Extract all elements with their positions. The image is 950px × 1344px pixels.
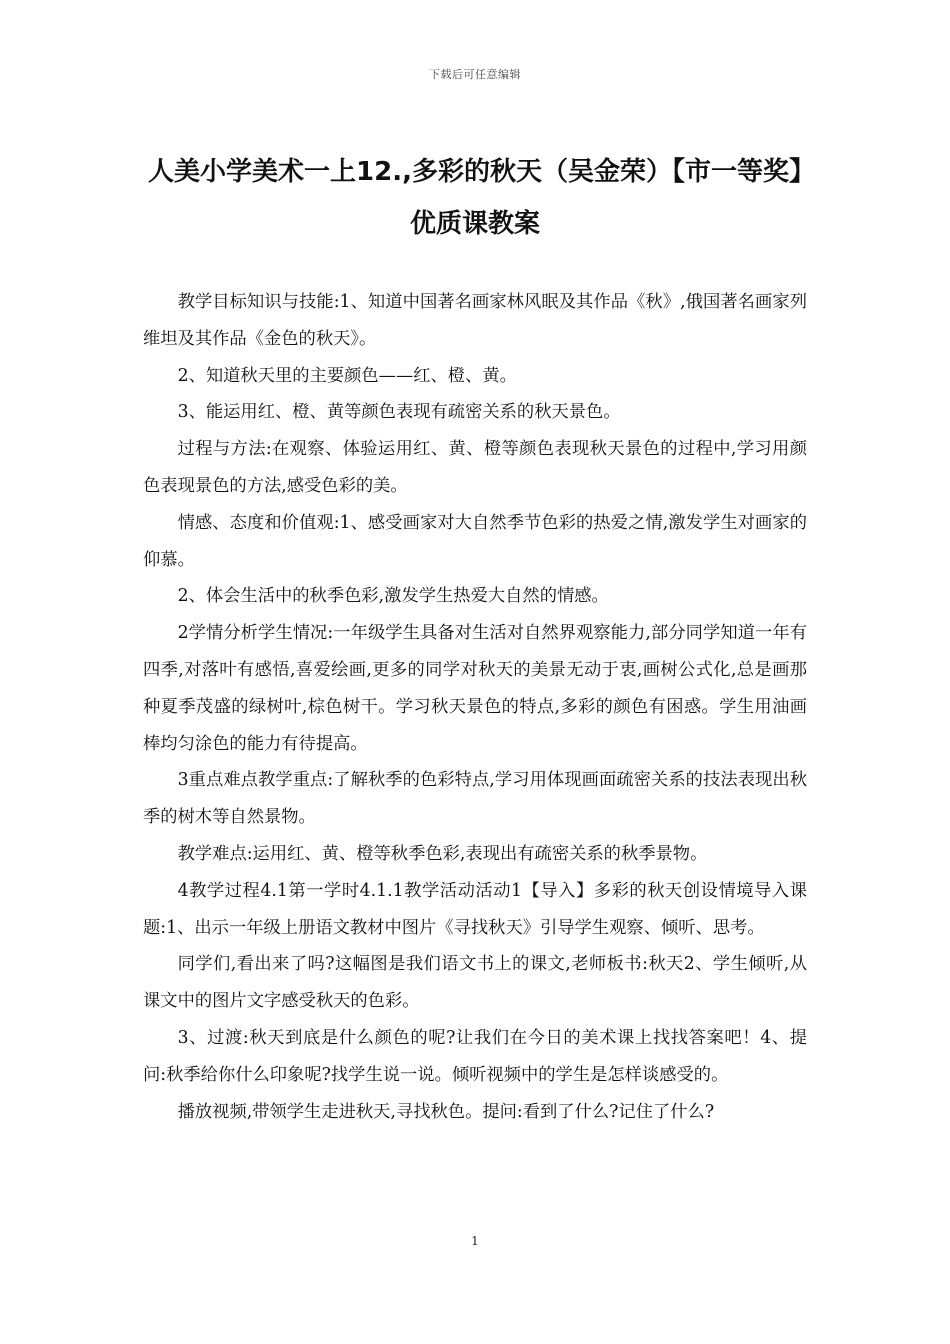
paragraph: 2学情分析学生情况:一年级学生具备对生活对自然界观察能力,部分同学知道一年有四季,对落叶有感悟,喜爱绘画,更多的同学对秋天的美景无动于衷,画树公式化,总是画那种夏季茂盛的绿树叶,棕色树干。学习秋天景色的特点,多彩的颜色有困惑。学生用油画棒均匀涂色的能力有待提高。 — [143, 623, 807, 754]
paragraph: 3重点难点教学重点:了解秋季的色彩特点,学习用体现画面疏密关系的技法表现出秋季的树木等自然景物。 — [143, 770, 807, 828]
document-title: 人美小学美术一上12.,多彩的秋天（吴金荣）【市一等奖】优质课教案 — [148, 157, 802, 239]
paragraph: 播放视频,带领学生走进秋天,寻找秋色。提问:看到了什么?记住了什么? — [177, 1101, 715, 1122]
document-body — [143, 284, 807, 1130]
paragraph: 2、体会生活中的秋季色彩,激发学生热爱大自然的情感。 — [177, 586, 609, 607]
paragraph: 3、过渡:秋天到底是什么颜色的呢?让我们在今日的美术课上找找答案吧！4、提问:秋季给你什么印象呢?找学生说一说。倾听视频中的学生是怎样谈感受的。 — [143, 1027, 807, 1085]
paragraph: 情感、态度和价值观:1、感受画家对大自然季节色彩的热爱之情,激发学生对画家的仰慕。 — [143, 512, 807, 570]
paragraph: 3、能运用红、橙、黄等颜色表现有疏密关系的秋天景色。 — [177, 402, 621, 423]
header-note: 下载后可任意编辑 — [429, 68, 521, 81]
paragraph: 2、知道秋天里的主要颜色——红、橙、黄。 — [177, 365, 517, 386]
paragraph: 过程与方法:在观察、体验运用红、黄、橙等颜色表现秋天景色的过程中,学习用颜色表现景色的方法,感受色彩的美。 — [143, 439, 807, 496]
page-number: 1 — [471, 1234, 479, 1248]
paragraph: 教学目标知识与技能:1、知道中国著名画家林风眠及其作品《秋》,俄国著名画家列维坦及其作品《金色的秋天》。 — [143, 292, 807, 349]
paragraph: 同学们,看出来了吗?这幅图是我们语文书上的课文,老师板书:秋天2、学生倾听,从课文中的图片文字感受秋天的色彩。 — [143, 954, 807, 1012]
paragraph: 4教学过程4.1第一学时4.1.1教学活动活动1【导入】多彩的秋天创设情境导入课题:1、出示一年级上册语文教材中图片《寻找秋天》引导学生观察、倾听、思考。 — [143, 880, 807, 938]
paragraph: 教学难点:运用红、黄、橙等秋季色彩,表现出有疏密关系的秋季景物。 — [177, 843, 708, 864]
